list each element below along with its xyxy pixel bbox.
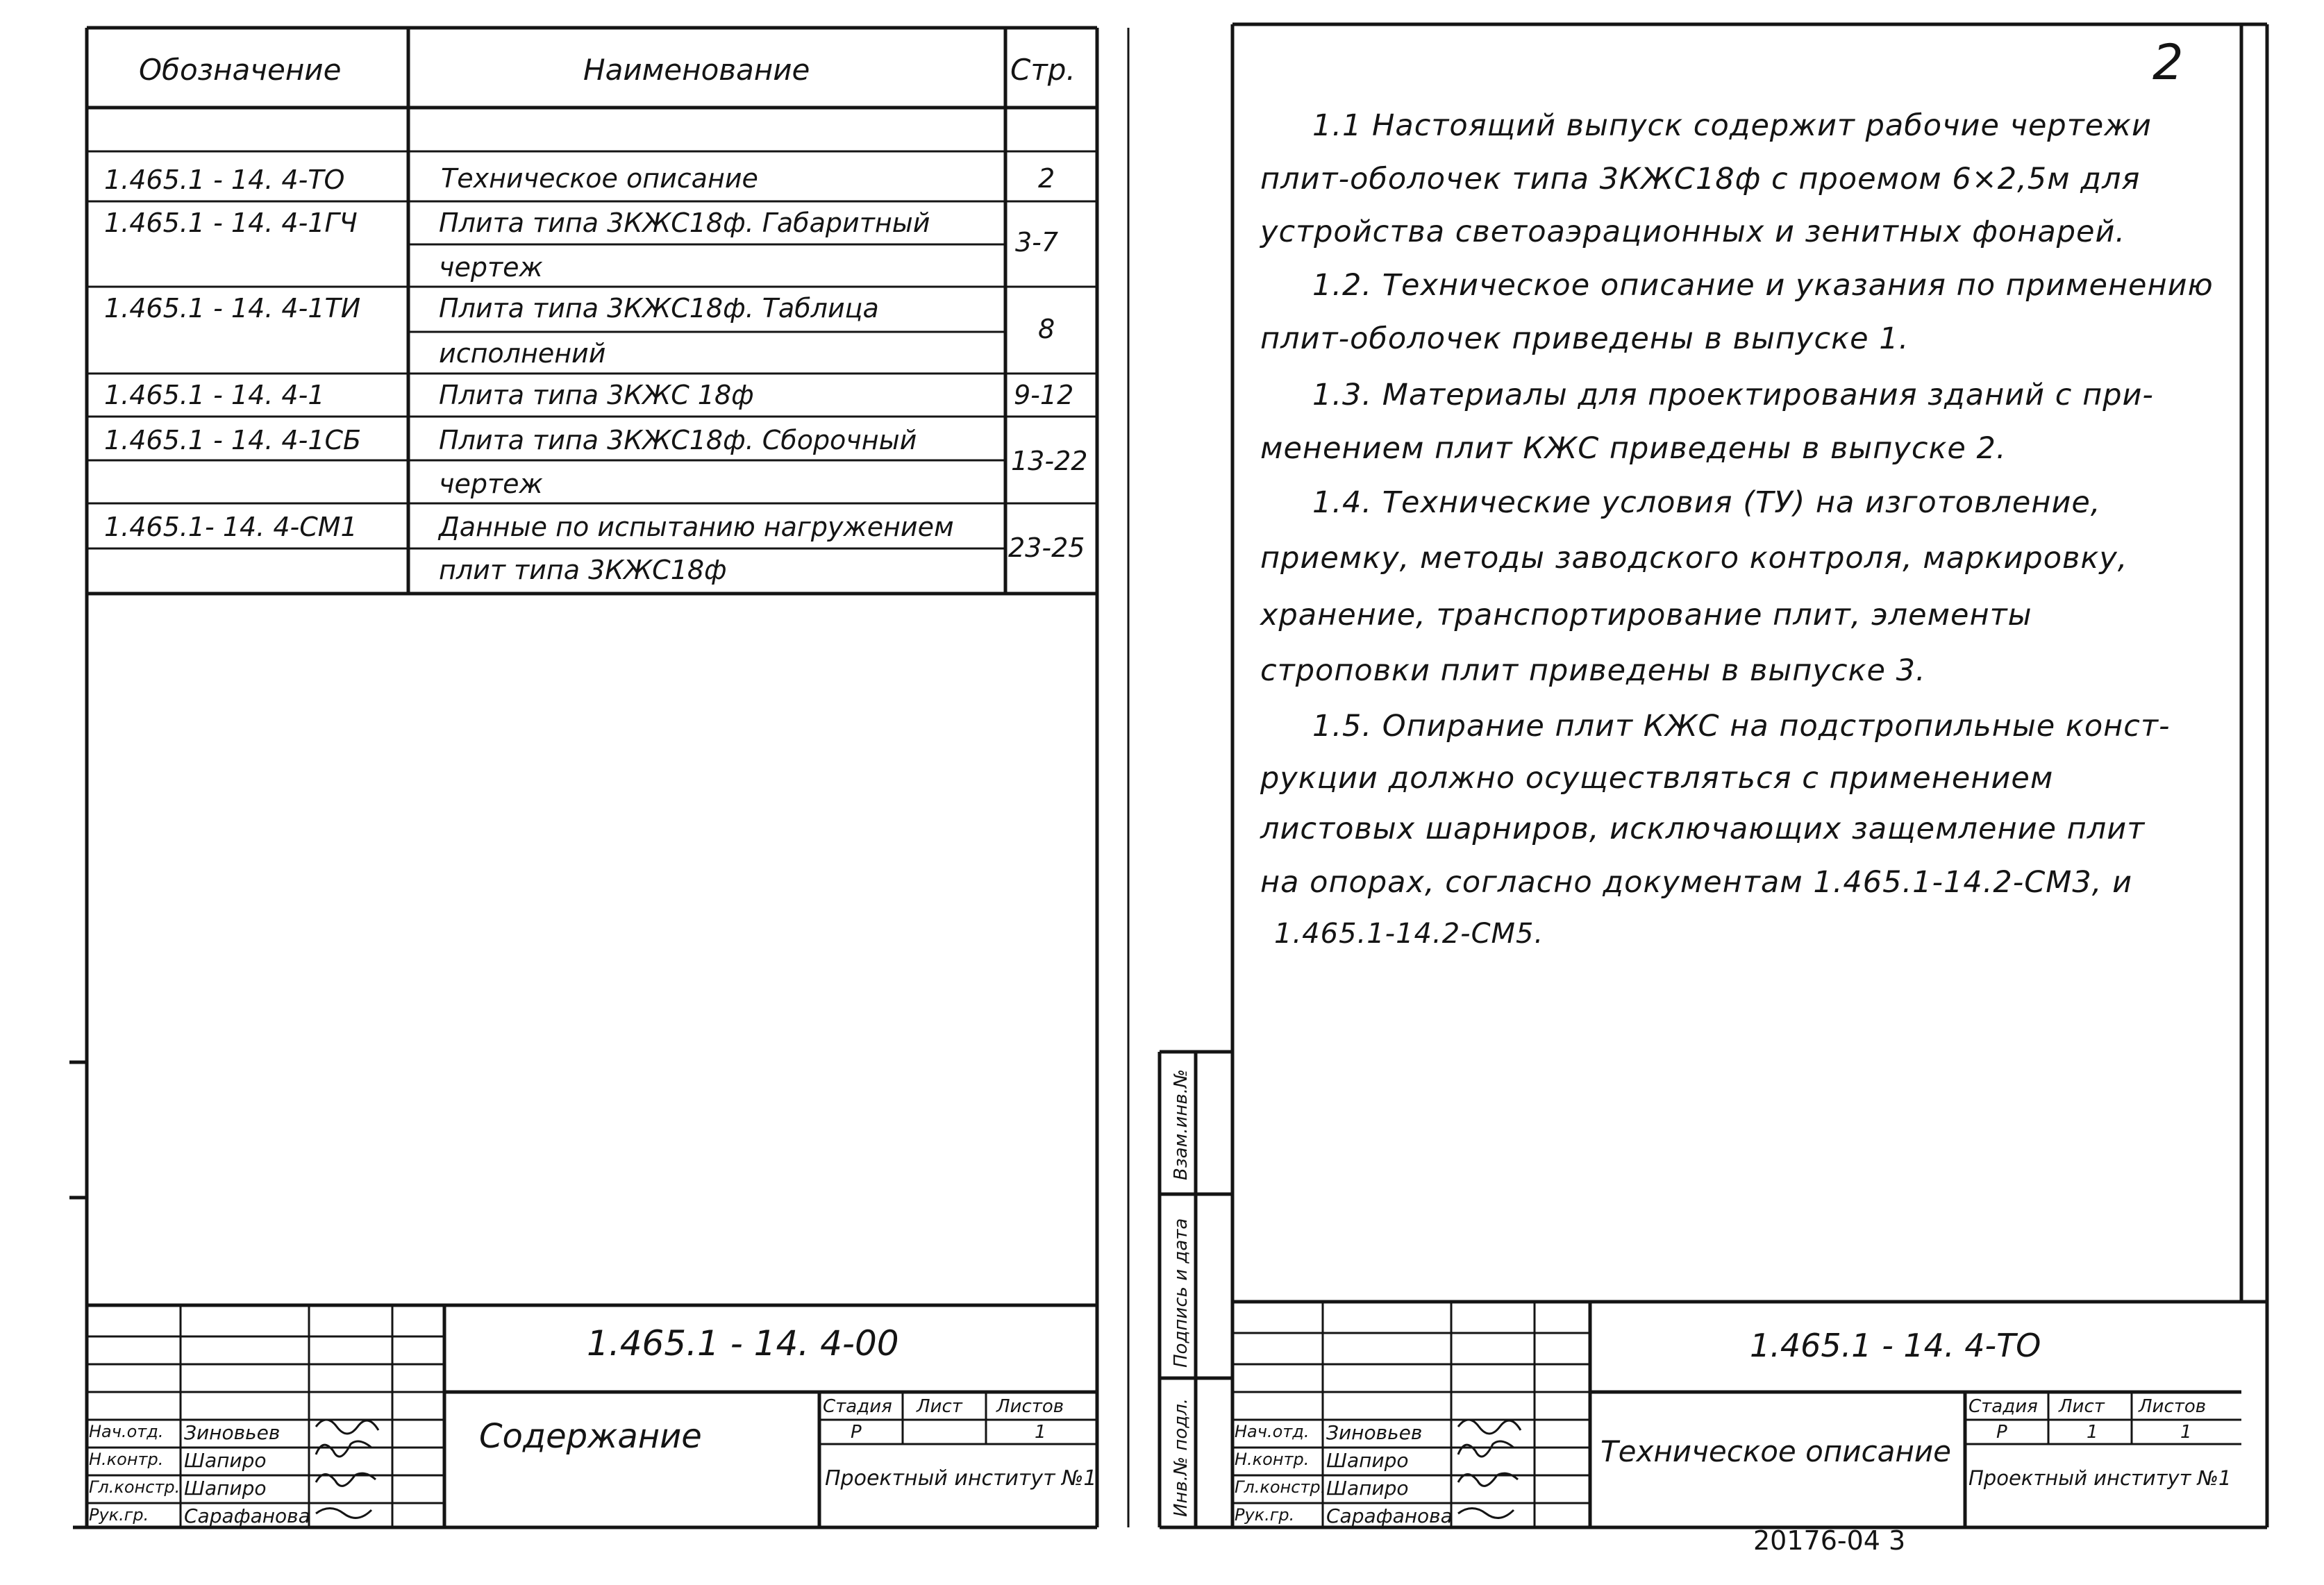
stamp-right-code: 1.465.1 - 14. 4-ТО bbox=[1750, 1327, 2041, 1364]
paragraph-line: 1.2. Техническое описание и указания по применению bbox=[1312, 268, 2214, 303]
row-name: чертеж bbox=[439, 252, 543, 283]
header-page: Стр. bbox=[1010, 53, 1076, 87]
row-name: Плита типа 3КЖС18ф. Габаритный bbox=[439, 208, 930, 238]
paragraph-line: 1.5. Опирание плит КЖС на подстропильные конст- bbox=[1312, 709, 2171, 744]
sig-name: Шапиро bbox=[184, 1477, 267, 1500]
row-name: Плита типа 3КЖС 18ф bbox=[439, 380, 754, 410]
stamp-left-code: 1.465.1 - 14. 4-00 bbox=[587, 1323, 899, 1364]
side-label: Подпись и дата bbox=[1171, 1218, 1192, 1368]
stamp-right-stage-label: Стадия bbox=[1968, 1396, 2038, 1417]
paragraph-line: на опорах, согласно документам 1.465.1-14.2-СМ3, и bbox=[1260, 865, 2133, 900]
row-name: Плита типа 3КЖС18ф. Таблица bbox=[439, 293, 879, 324]
stamp-right-org: Проектный институт №1 bbox=[1968, 1466, 2232, 1490]
row-designation: 1.465.1 - 14. 4-1 bbox=[104, 380, 325, 410]
row-name: исполнений bbox=[439, 338, 606, 369]
side-label: Взам.инв.№ bbox=[1171, 1069, 1192, 1180]
paragraph-line: менением плит КЖС приведены в выпуске 2. bbox=[1260, 431, 2007, 466]
paragraph-line: 1.4. Технические условия (ТУ) на изготовление, bbox=[1312, 485, 2101, 520]
sheet-number: 2 bbox=[2152, 34, 2184, 91]
paragraph-line: плит-оболочек типа 3КЖС18ф с проемом 6×2,5м для bbox=[1260, 162, 2141, 196]
row-designation: 1.465.1 - 14. 4-1ТИ bbox=[104, 293, 361, 324]
sig-role: Нач.отд. bbox=[1235, 1422, 1310, 1441]
sig-role: Рук.гр. bbox=[1235, 1505, 1295, 1525]
stamp-right-sheet: 1 bbox=[2087, 1422, 2098, 1443]
sig-role: Гл.констр. bbox=[89, 1477, 181, 1497]
stamp-left-stage-label: Стадия bbox=[823, 1396, 892, 1417]
stamp-left-sheet: 1 bbox=[1035, 1422, 1046, 1443]
header-designation: Обозначение bbox=[139, 53, 342, 87]
paragraph-line: 1.465.1-14.2-СМ5. bbox=[1274, 918, 1544, 950]
row-designation: 1.465.1- 14. 4-СМ1 bbox=[104, 512, 358, 542]
row-page: 9-12 bbox=[1014, 380, 1074, 410]
sig-name: Шапиро bbox=[1326, 1449, 1409, 1472]
stamp-right-sheets-label: Листов bbox=[2139, 1396, 2207, 1417]
paragraph-line: приемку, методы заводского контроля, маркировку, bbox=[1260, 541, 2128, 576]
sig-role: Нач.отд. bbox=[89, 1422, 164, 1441]
stamp-left-sheet-label: Лист bbox=[917, 1396, 962, 1417]
paragraph-line: хранение, транспортирование плит, элементы bbox=[1260, 598, 2032, 632]
row-name: Техническое описание bbox=[441, 163, 758, 194]
row-designation: 1.465.1 - 14. 4-1СБ bbox=[104, 425, 362, 455]
sig-name: Зиновьев bbox=[1326, 1421, 1423, 1444]
header-name: Наименование bbox=[583, 53, 810, 87]
stamp-left-title: Содержание bbox=[479, 1417, 702, 1456]
row-page: 13-22 bbox=[1011, 446, 1088, 476]
stamp-right-sheets: 1 bbox=[2180, 1422, 2192, 1443]
sig-name: Сарафанова bbox=[1326, 1504, 1453, 1527]
sig-role: Гл.констр. bbox=[1235, 1477, 1326, 1497]
sig-role: Н.контр. bbox=[89, 1450, 164, 1469]
row-name: Плита типа 3КЖС18ф. Сборочный bbox=[439, 425, 917, 455]
row-designation: 1.465.1 - 14. 4-1ГЧ bbox=[104, 208, 358, 238]
sig-name: Шапиро bbox=[184, 1449, 267, 1472]
sig-name: Зиновьев bbox=[184, 1421, 281, 1444]
side-label: Инв.№ подл. bbox=[1171, 1398, 1192, 1517]
paragraph-line: листовых шарниров, исключающих защемление плит bbox=[1260, 812, 2146, 846]
row-page: 2 bbox=[1038, 163, 1055, 194]
stamp-right-stage: Р bbox=[1996, 1422, 2007, 1443]
paragraph-line: 1.3. Материалы для проектирования зданий с при- bbox=[1312, 378, 2154, 412]
paragraph-line: строповки плит приведены в выпуске 3. bbox=[1260, 653, 1926, 688]
stamp-right-title: Техническое описание bbox=[1600, 1434, 1951, 1468]
sig-name: Шапиро bbox=[1326, 1477, 1409, 1500]
row-page: 23-25 bbox=[1008, 532, 1085, 563]
row-name: чертеж bbox=[439, 469, 543, 499]
row-page: 8 bbox=[1038, 314, 1055, 344]
paragraph-line: устройства светоаэрационных и зенитных фонарей. bbox=[1260, 215, 2126, 249]
stamp-left-org: Проектный институт №1 bbox=[825, 1466, 1097, 1491]
stamp-left-stage: Р bbox=[851, 1422, 862, 1443]
sig-role: Рук.гр. bbox=[89, 1505, 149, 1525]
row-designation: 1.465.1 - 14. 4-ТО bbox=[104, 165, 345, 195]
row-name: плит типа 3КЖС18ф bbox=[439, 555, 727, 585]
sig-role: Н.контр. bbox=[1235, 1450, 1310, 1469]
row-name: Данные по испытанию нагружением bbox=[439, 512, 954, 542]
sig-name: Сарафанова bbox=[184, 1504, 310, 1527]
stamp-left-sheets-label: Листов bbox=[996, 1396, 1064, 1417]
row-page: 3-7 bbox=[1015, 227, 1059, 258]
inventory-number: 20176-04 3 bbox=[1753, 1525, 1906, 1556]
paragraph-line: плит-оболочек приведены в выпуске 1. bbox=[1260, 321, 1909, 356]
paragraph-line: 1.1 Настоящий выпуск содержит рабочие чертежи bbox=[1312, 108, 2152, 143]
stamp-right-sheet-label: Лист bbox=[2059, 1396, 2105, 1417]
paragraph-line: рукции должно осуществляться с применением bbox=[1260, 761, 2054, 796]
